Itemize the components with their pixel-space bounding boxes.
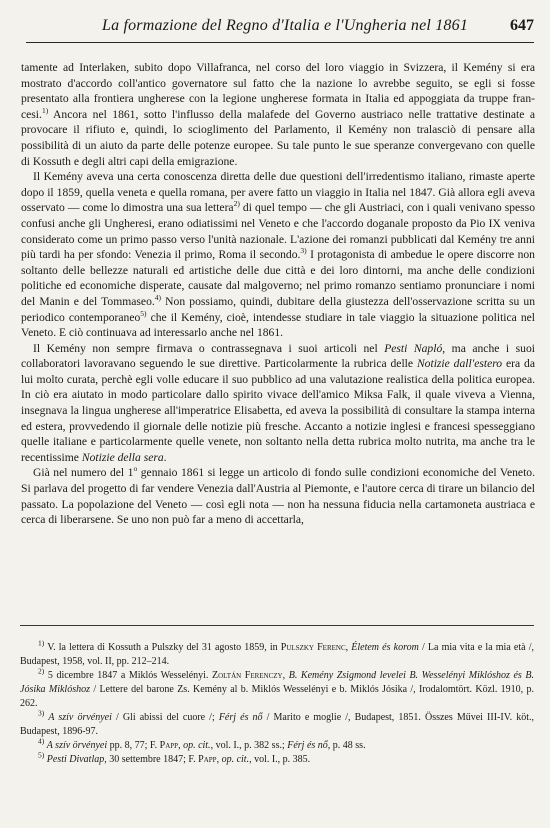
book-title: Férj és nő [287,740,328,751]
text-run: , ma anche i suoi collaboratori lavoravano seguendo le sue direttive. Particolarmente la rubrica delle [21,341,535,371]
text-run: / Gli abissi del cuore /; [111,712,219,723]
citation-abbrev: op. cit. [221,754,250,765]
text-run: , [178,740,184,751]
text-run: Già nel numero del 1 [33,466,134,480]
author-name: Papp [159,740,179,751]
text-run: Il Kemény non sempre firmava o contrassegnava i suoi articoli nel [33,341,385,355]
footnote-mark: 1) [38,638,45,648]
footnote-3 [20,708,534,739]
newspaper-title: Pesti Napló [384,341,443,355]
footnote-mark: 2) [38,666,45,676]
text-run: tamente ad Interlaken, subito dopo Villafranca, nel corso del loro viaggio in Svizzera, il Kemény si era mostrato d'accordo coll'antico governatore sul fatto che la nazione lo avrebbe seguito, se egli si fosse presentato alla frontiera ungherese con la legione ungherese formata in Italia ed appoggiata da truppe francesi. [21,61,535,121]
paragraph-4 [21,465,535,527]
text-run: 5 dicembre 1847 a Miklós Wesselényi. [44,670,212,681]
book-title: A szív örvényei [48,712,112,723]
text-run: Il Kemény aveva una certa conoscenza diretta delle due questioni dell'irredentismo italiano, rimaste aperte dopo il 1859, quella veneta e quella romana, per avere fatto un viaggio in Italia nel 1847. Già allora egli aveva osservato — come lo dimostra una sua lettera [21,170,535,215]
text-run: , vol. I., p. 382 ss.; [210,740,288,751]
footnote-ref[interactable]: 5) [140,308,147,318]
text-run: pp. 8, 77; F. [107,740,160,751]
paragraph-1 [21,60,535,169]
text-run: V. la lettera di Kossuth a Pulszky del 31 agosto 1859, in [44,642,281,653]
text-run: / La mia vita e la mia età /, Budapest, 1958, vol. II, pp. 212–214. [20,642,534,667]
paragraph-2 [21,169,535,341]
paragraph-3 [21,341,535,466]
main-text [21,60,535,528]
footnote-ref[interactable]: 3) [300,246,307,256]
footnote-5 [20,750,534,767]
text-run: Non possiamo, quindi, dubitare della giustezza dell'osservazione scritta su un periodico contemporaneo [21,294,535,324]
author-name: Pulszky Ferenc [280,642,346,653]
book-title: A szív örvényei [46,740,108,751]
text-run: I protagonista di ambedue le opere discorre non soltanto delle bellezze naturali ed artistiche delle due città e dei loro dintorni, ma anche delle condizioni politiche ed economiche disperate, causate dal malgoverno; nel primo romanzo sentiamo pronunciare i nomi del Manin e del Tommaseo. [21,248,535,308]
citation-abbrev: op. cit. [183,740,211,751]
footnote-rule [20,625,534,626]
footnote-ref[interactable]: 1) [41,105,49,115]
footnote-mark: 4) [38,736,45,746]
footnote-ref[interactable]: 4) [154,293,162,303]
text-run: . [163,450,167,464]
text-run: , vol. I., p. 385. [249,754,311,765]
text-run: , 30 settembre 1847; F. [104,754,199,765]
author-name: Zoltán Ferenczy [212,670,283,681]
book-title: Életem és korom [351,642,419,653]
rubric-title: Notizie della sera [81,450,164,464]
rubric-title: Notizie dall'estero [416,357,503,371]
running-header [26,17,534,39]
author-name: Papp [198,754,217,765]
text-run: gennaio 1861 si legge un articolo di fondo sulle condizioni economiche del Veneto. Si parlava del progetto di far vendere Venezia dall'Austria al Piemonte, e l'autore cerca di tirare un bilancio del passato. La popolazione del Veneto — così egli nota — non ha nessuna fiducia nella cartamoneta austriaca e cerca di liberarsene. Se uno non può far a meno di accettarla, [21,466,535,527]
text-run: / Marito e moglie /, Budapest, 1851. Összes Művei III-IV. köt., Budapest, 1896-97. [20,712,534,737]
text-run: Ancora nel 1861, sotto l'influsso della malafede del Governo austriaco nelle trattative destinate a provocare il rifiuto e, quindi, lo scioglimento del Parlamento, il Kemény non tralasciò di pensare alla possibilità di un aiuto da parte delle potenze europee. Su tale punto le sue speranze convergevano con quelle di Kossuth e degli altri capi della emigrazione. [21,107,535,168]
text-run: , [345,642,352,653]
footnote-4 [20,736,534,753]
footnotes [20,638,534,767]
text-run: , [216,754,222,765]
text-run: / Lettere del barone Zs. Kemény al b. Miklós Wesselényi e b. Miklós Jósika /, Irodalomtört. Közl. 1910, p. 262. [20,684,534,709]
text-run: era da lui molto curata, perchè egli volle educare il suo pubblico ad una valutazione realistica della politica europea. In ciò era aiutato in modo particolare dallo spirito vivace dell'amico Miksa Falk, il quale viveva a Vienna, insegnava la lingua ungherese all'imperatrice Elisabetta, ed aveva la possibilità di consultare la stampa interna ed estera, provvedendo il giornale delle notizie più fresche. Accanto a notizie inglesi e francesi spesseggiano quelle italiane e particolarmente quelle venete, non soltanto nella detta rubrica molto nutrita, ma anche tra le recentissime [21,357,535,464]
text-run: di quel tempo — che gli Austriaci, con i quali venivano spesso confusi anche gli Ungheresi, erano odiatissimi nel Veneto e che l'accordo doganale proposto da Pio IX veniva considerato come un primo passo verso l'unità nazionale. L'azione dei romanzi pubblicati dal Kemény tre anni più tardi ha per sfondo: Venezia il primo, Roma il secondo. [21,201,535,262]
footnote-1 [20,638,534,669]
page-number: 647 [510,17,534,34]
periodical-title: Pesti Divatlap [46,754,105,765]
book-title: Férj és nő [218,712,263,723]
footnote-ref[interactable]: 2) [233,199,240,209]
text-run: che il Kemény, cioè, intendesse studiare in tale viaggio la situazione politica nel Veneto. E ciò continuava ad interessarlo anche nel 1861. [21,310,535,340]
footnote-mark: 3) [38,708,45,718]
footnote-2 [20,666,534,711]
header-rule [26,42,534,43]
footnote-mark: 5) [38,750,45,760]
text-run: , [282,670,289,681]
text-run: , p. 48 ss. [327,740,366,751]
ordinal-superscript: o [133,464,138,474]
book-title: B. Kemény Zsigmond levelei B. Wesselényi Miklóshoz és B. Jósika Miklóshoz [20,670,534,695]
running-title: La formazione del Regno d'Italia e l'Ungheria nel 1861 [101,17,469,34]
